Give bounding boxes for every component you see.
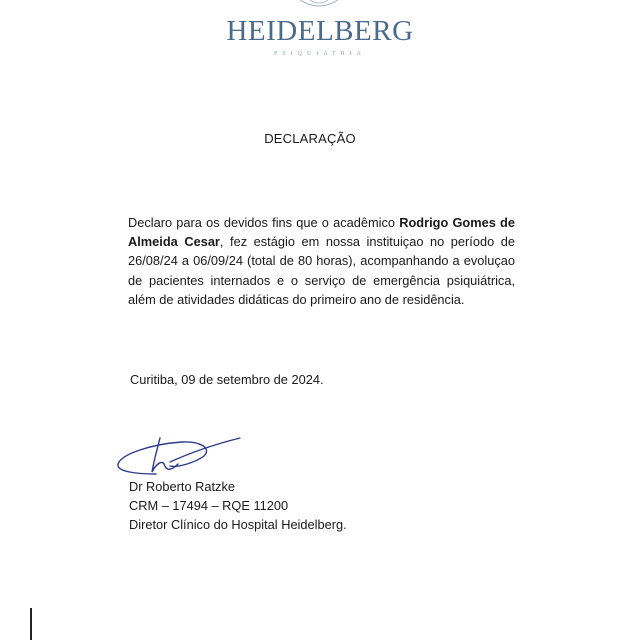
logo-name: HEIDELBERG bbox=[226, 15, 414, 47]
body-intro: Declaro para os devidos fins que o acadêmico bbox=[128, 215, 400, 230]
student-name: Rodrigo Gomes de Almeida Cesar bbox=[128, 215, 515, 250]
handwritten-signature bbox=[112, 430, 252, 480]
signer-block bbox=[129, 477, 347, 534]
signer-name: Dr Roberto Ratzke bbox=[129, 479, 235, 494]
logo-emblem-icon bbox=[296, 0, 342, 8]
signer-role: Diretor Clínico do Hospital Heidelberg. bbox=[129, 517, 347, 532]
letterhead-logo bbox=[0, 0, 640, 70]
declaration-body bbox=[128, 213, 515, 309]
body-rest: , fez estágio em nossa instituiçao no período de 26/08/24 a 06/09/24 (total de 80 horas), acompanhando a evoluçao de pacientes internados e o serviço de emergência psiquiátrica, além de atividades didáticas do primeiro ano de residência. bbox=[128, 234, 515, 307]
page-edge-line bbox=[30, 608, 32, 640]
document-title: DECLARAÇÃO bbox=[264, 131, 356, 146]
signer-registration: CRM – 17494 – RQE 11200 bbox=[129, 498, 289, 513]
logo-subtitle: PSIQUIATRIA bbox=[273, 51, 366, 57]
place-date: Curitiba, 09 de setembro de 2024. bbox=[130, 372, 324, 387]
